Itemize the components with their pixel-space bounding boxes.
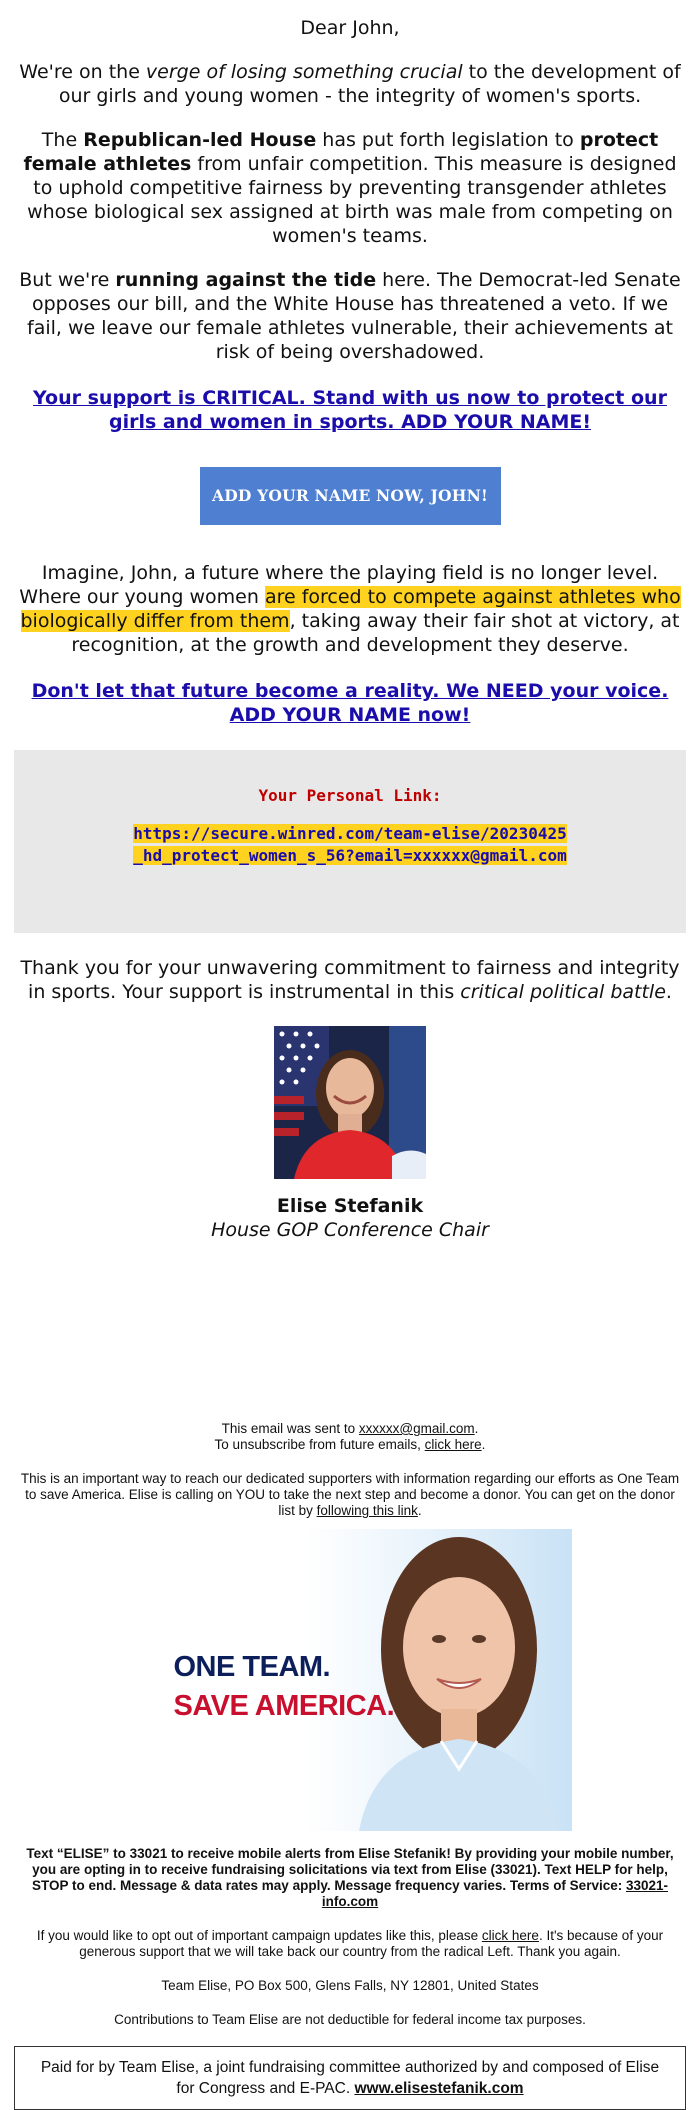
opt-out-link[interactable]: click here	[481, 1928, 539, 1943]
signature-name: Elise Stefanik	[276, 1195, 424, 1217]
button-row	[0, 467, 700, 525]
optout-text-a: If you would like to opt out of important campaign updates like this, please	[36, 1928, 482, 1943]
paragraph-opposition	[0, 268, 700, 364]
greeting: Dear John,	[300, 17, 400, 39]
cta-link-voice[interactable]: Don't let that future become a reality. We NEED your voice. ADD YOUR NAME now!	[31, 680, 669, 726]
opt-out-text	[0, 1928, 700, 1960]
donor-list-link[interactable]: following this link	[316, 1503, 418, 1518]
p2-strong-1: Republican-led House	[83, 129, 317, 151]
sent-to-period: .	[474, 1421, 479, 1436]
portrait-photo	[274, 1026, 426, 1179]
p1-text-a: We're on the	[19, 61, 146, 83]
paid-for-text: Paid for by Team Elise, a joint fundraising committee authorized by and composed of Elise for Congress and E-PAC.	[40, 2059, 660, 2097]
p2-text-b: has put forth legislation to	[316, 129, 580, 151]
paragraph-intro	[0, 60, 700, 108]
p1-emphasis: verge of losing something crucial	[145, 61, 463, 83]
footer-sent-to	[0, 1421, 700, 1453]
signature-photo-wrap	[0, 1026, 700, 1179]
sent-to-text: This email was sent to	[221, 1421, 359, 1436]
banner-line-save-america: SAVE AMERICA.	[173, 1690, 395, 1722]
personal-link-url-wrap	[130, 823, 570, 867]
footer-donor	[0, 1471, 700, 1519]
personal-link-url[interactable]: https://secure.winred.com/team-elise/20230425_hd_protect_women_s_56?email=xxxxxx@gmail.com	[133, 824, 567, 865]
p3-text-b: here. The Democrat-led Senate opposes our bill, and the White House has threatened a veto. If we fail, we leave our female athletes vulnerable, their achievements at risk of being overshadowed.	[27, 269, 681, 363]
personal-link-label: Your Personal Link:	[258, 786, 442, 805]
p3-text-a: But we're	[19, 269, 116, 291]
p2-text-c: from unfair competition. This measure is designed to uphold competitive fairness by preventing transgender athletes whose biological sex assigned at birth was male from competing on women's teams.	[27, 153, 677, 247]
donor-text: This is an important way to reach our dedicated supporters with information regarding our efforts as One Team to save America. Elise is calling on YOU to take the next step and become a donor. You can get on the donor list by	[20, 1471, 680, 1518]
sent-to-line	[20, 1421, 680, 1437]
p3-strong: running against the tide	[115, 269, 377, 291]
signature-title: House GOP Conference Chair	[211, 1219, 489, 1241]
website-link[interactable]: www.elisestefanik.com	[354, 2080, 524, 2097]
thanks-emphasis: critical political battle	[460, 981, 666, 1003]
paragraph-imagine	[0, 561, 700, 657]
portrait-illustration	[274, 1026, 426, 1179]
paragraph-legislation	[0, 128, 700, 248]
p4-text-a: Imagine, John, a future where the playing field is no longer level. Where our young women	[19, 562, 659, 608]
unsubscribe-line	[20, 1437, 680, 1453]
add-your-name-button[interactable]: ADD YOUR NAME NOW, JOHN!	[200, 467, 501, 525]
paid-for-box	[14, 2046, 686, 2110]
unsubscribe-period: .	[481, 1437, 486, 1452]
paragraph-thanks	[0, 956, 700, 1004]
unsubscribe-link[interactable]: click here	[424, 1437, 482, 1452]
p4-text-b: , taking away their fair shot at victory, at recognition, at the growth and development they deserve.	[71, 610, 680, 656]
sms-terms-link[interactable]: 33021-info.com	[321, 1878, 669, 1909]
p2-text-a: The	[41, 129, 84, 151]
donor-period: .	[417, 1503, 422, 1518]
thanks-text-b: .	[665, 981, 672, 1003]
unsubscribe-text: To unsubscribe from future emails,	[214, 1437, 425, 1452]
p2-strong-2: protect female athletes	[23, 129, 659, 175]
mailing-address: Team Elise, PO Box 500, Glens Falls, NY 12801, United States	[161, 1978, 539, 1993]
banner-line-one-team: ONE TEAM.	[173, 1651, 331, 1683]
sms-opt-in-text	[0, 1846, 700, 1910]
one-team-banner[interactable]	[129, 1529, 572, 1831]
optout-text-b: . It's because of your generous support that we will take back our country from the radical Left. Thank you again.	[79, 1928, 664, 1959]
sms-text: Text “ELISE” to 33021 to receive mobile alerts from Elise Stefanik! By providing your mobile number, you are opting in to receive fundraising solicitations via text from Elise (33021). Text HELP for help, STOP to end. Message & data rates may apply. Message frequency varies. Terms of Service:	[26, 1846, 674, 1893]
p1-text-b: to the development of our girls and young women - the integrity of women's sports.	[58, 61, 681, 107]
sent-to-email-link[interactable]: xxxxxx@gmail.com	[358, 1421, 475, 1436]
personal-link-box	[14, 750, 686, 933]
cta-link-support[interactable]: Your support is CRITICAL. Stand with us now to protect our girls and women in sports. ADD YOUR NAME!	[33, 387, 667, 433]
tax-notice: Contributions to Team Elise are not deductible for federal income tax purposes.	[114, 2012, 586, 2027]
email-body	[0, 16, 700, 2110]
p4-highlight: are forced to compete against athletes who biologically differ from them	[20, 586, 681, 632]
thanks-text-a: Thank you for your unwavering commitment to fairness and integrity in sports. Your support is instrumental in this	[20, 957, 680, 1003]
